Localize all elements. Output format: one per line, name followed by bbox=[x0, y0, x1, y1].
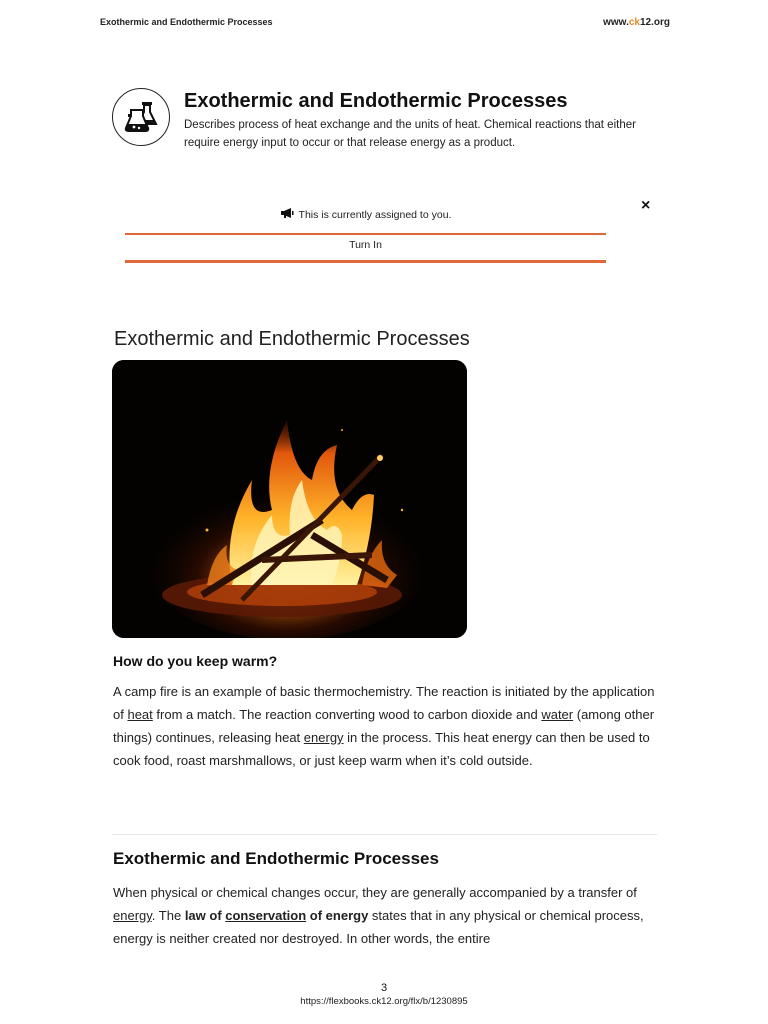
page-url: https://flexbooks.ck12.org/flx/b/1230895 bbox=[300, 996, 468, 1007]
link-energy[interactable]: energy bbox=[303, 730, 344, 745]
link-energy-2[interactable]: energy bbox=[113, 908, 152, 923]
question-heading: How do you keep warm? bbox=[113, 653, 278, 669]
lesson-title: Exothermic and Endothermic Processes bbox=[114, 328, 470, 350]
close-button[interactable]: × bbox=[641, 197, 651, 214]
link-water[interactable]: water bbox=[541, 707, 574, 722]
concept-description: Describes process of heat exchange and the units of heat. Chemical reactions that either require energy input to occur or that release energy as a product. bbox=[184, 119, 636, 149]
concept-title: Exothermic and Endothermic Processes bbox=[184, 90, 568, 112]
intro-paragraph: A camp fire is an example of basic thermochemistry. The reaction is initiated by the application of heat from a match. The reaction converting wood to carbon dioxide and water (among other things) continues, releasing heat energy in the process. This heat energy can then be used to cook food, roast marshmallows, or just keep warm when it’s cold outside. bbox=[113, 684, 655, 768]
assignment-notice bbox=[125, 208, 606, 221]
link-conservation[interactable]: conservation bbox=[225, 908, 307, 923]
divider-bottom bbox=[125, 260, 606, 263]
section-paragraph: When physical or chemical changes occur, they are generally accompanied by a transfer of energy. The law of conservation of energy states that in any physical or chemical process, energy is neither created nor destroyed. In other words, the entire bbox=[113, 885, 644, 946]
divider-top bbox=[125, 233, 606, 235]
campfire-image bbox=[112, 360, 467, 638]
assignment-message: This is currently assigned to you. bbox=[298, 208, 452, 221]
page-number: 3 bbox=[380, 982, 388, 994]
brand-ck: ck bbox=[628, 17, 640, 28]
flask-beaker-icon bbox=[112, 88, 170, 146]
link-heat[interactable]: heat bbox=[127, 707, 153, 722]
turn-in-button[interactable]: Turn In bbox=[349, 239, 382, 251]
site-url[interactable]: www.ck12.org bbox=[603, 17, 670, 28]
header-title: Exothermic and Endothermic Processes bbox=[100, 17, 273, 27]
section-divider bbox=[112, 834, 657, 835]
section-heading: Exothermic and Endothermic Processes bbox=[113, 849, 439, 868]
megaphone-icon bbox=[280, 208, 294, 221]
